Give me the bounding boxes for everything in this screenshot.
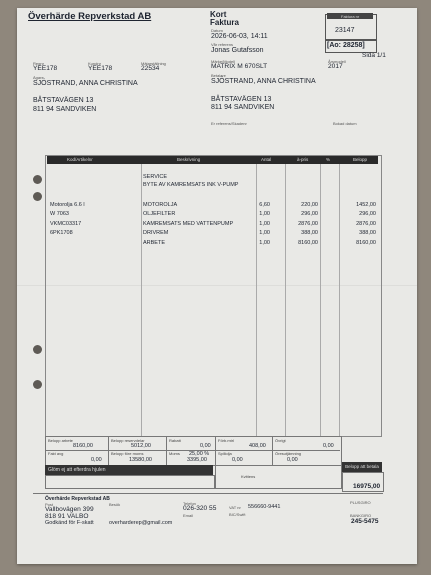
- owner-street: BÅTSTAVÄGEN 13: [33, 97, 94, 104]
- arbete-value: 8160,00: [73, 443, 93, 449]
- col-divider: [320, 164, 321, 436]
- att-betala-value: 16975,00: [353, 483, 381, 490]
- work-subtitle: BYTE AV KAMREMSATS INK V-PUMP: [143, 182, 239, 188]
- plusgiro-label: PLUSGIRO: [350, 500, 371, 505]
- cell-price: 2876,00: [298, 220, 318, 227]
- besok-label: Besök: [109, 502, 121, 507]
- punch-hole: [33, 192, 42, 201]
- year-label: Årsmodell: [328, 59, 346, 64]
- invoice-number-label: Faktura nr: [341, 14, 360, 19]
- col-divider: [339, 164, 340, 436]
- cell-code: VKMC03317: [50, 220, 82, 227]
- cell-qty: 1,00: [259, 220, 270, 227]
- spill-value: 0,00: [232, 457, 243, 463]
- page-number: Sida 1/1: [362, 52, 386, 59]
- reserv-value: 5012,00: [131, 443, 151, 449]
- model-label: Märke/Modell: [211, 59, 236, 64]
- cell-code: Motorolja 6.6 l: [50, 202, 85, 208]
- cell-qty: 1,00: [259, 239, 270, 246]
- payer-city: 811 94 SANDVIKEN: [211, 104, 275, 111]
- cell-desc: MOTOROLJA: [143, 202, 178, 208]
- cell-code: 6PK1708: [50, 230, 73, 237]
- moms-label: Moms: [169, 451, 180, 456]
- owner-city: 811 94 SANDVIKEN: [33, 106, 97, 113]
- doc-type: Kort Faktura: [210, 10, 239, 27]
- matar-label: Mätarställning: [141, 61, 166, 66]
- kvittens-label: Kvittens: [241, 474, 256, 479]
- cell-desc: DRIVREM: [143, 230, 169, 237]
- footer-rule: [33, 493, 383, 494]
- kundnr: YEE178: [88, 65, 113, 72]
- payer-street: BÅTSTAVÄGEN 13: [211, 96, 272, 103]
- email-label: Email: [183, 513, 194, 518]
- fakt-value: 0,00: [91, 457, 102, 463]
- invoice-date: 2026-06-03, 14:11: [211, 33, 268, 40]
- ovrigt-value: 0,00: [323, 443, 334, 449]
- our-reference: Jonas Gutafsson: [211, 47, 264, 54]
- footer-city: 818 91 VALBO: [45, 513, 89, 520]
- oresavr-value: 0,00: [287, 457, 298, 463]
- fakt-label: Fakt avg: [48, 451, 64, 456]
- footer-vat: 556660-9441: [248, 504, 281, 510]
- cell-desc: KAMREMSATS MED VATTENPUMP: [143, 220, 234, 227]
- col-header-pct: %: [326, 157, 331, 162]
- footer-company: Överhärde Repverkstad AB: [45, 496, 110, 502]
- col-divider: [285, 164, 286, 436]
- notice-box: [45, 475, 215, 489]
- cell-amount: 8160,00: [356, 239, 376, 246]
- notice-banner: Glöm ej att efterdra hjulen: [45, 465, 213, 475]
- rabatt-label: Rabatt: [169, 438, 181, 443]
- cell-code: W 7063: [50, 211, 69, 218]
- col-divider: [141, 164, 142, 436]
- punch-hole: [33, 175, 42, 184]
- post-label: Post: [45, 502, 54, 507]
- invoice-number: 23147: [335, 27, 355, 34]
- footer-bankgiro: 245-5475: [351, 518, 379, 525]
- col-header-qty: Antal: [261, 157, 272, 162]
- moms-value: 3395,00: [187, 457, 207, 463]
- kundnr-label: Kundnr: [88, 61, 101, 66]
- col-header-desc: Beskrivning: [177, 157, 201, 162]
- ao-number: [Ao: 28258]: [327, 42, 365, 49]
- reserv-label: Belopp reservdelar: [111, 438, 145, 443]
- arbete-label: Belopp arbete: [48, 438, 73, 443]
- item-table-header: [47, 156, 378, 164]
- date-label: Datum: [211, 28, 223, 33]
- forbruk-label: Förb.mtrl: [218, 438, 234, 443]
- cell-price: 220,00: [301, 202, 318, 208]
- cell-qty: 1,00: [259, 230, 270, 237]
- fskatt: Godkänd för F-skatt: [45, 520, 94, 526]
- oresavr-label: Öresutjämning: [275, 451, 302, 456]
- fore-moms-value: 13580,00: [129, 457, 152, 463]
- kvittens-box: [215, 465, 342, 489]
- cell-desc: OLJEFILTER: [143, 211, 176, 218]
- cell-qty: 6,60: [259, 202, 270, 208]
- vat-label: VAT nr: [229, 505, 241, 510]
- regnr-label: Regnr: [33, 61, 44, 66]
- bokad-label: Bokad datum: [333, 121, 357, 126]
- ref-label: Vår referens: [211, 42, 234, 47]
- cell-price: 296,00: [301, 211, 318, 218]
- rabatt-value: 0,00: [200, 443, 211, 449]
- model: MATRIX M 670SLT: [211, 63, 268, 70]
- bankgiro-label: BANKGIRO: [350, 513, 372, 518]
- company-name: Överhärde Repverkstad AB: [28, 11, 152, 22]
- matar: 22534: [141, 65, 160, 72]
- year: 2017: [328, 63, 343, 70]
- moms-pct: 25,00 %: [189, 451, 210, 457]
- col-header-amount: Belopp: [353, 157, 368, 162]
- cell-amount: 388,00: [359, 230, 376, 237]
- ovrigt-label: Övrigt: [275, 438, 286, 443]
- punch-hole: [33, 380, 42, 389]
- owner-name: SJÖSTRAND, ANNA CHRISTINA: [33, 80, 138, 87]
- er-ref-label: Er referens/Skadenr: [211, 121, 247, 126]
- footer-tel: 026-320 55: [183, 505, 217, 512]
- footer-email: overharderep@gmail.com: [109, 520, 173, 526]
- cell-amount: 2876,00: [356, 220, 376, 227]
- regnr: YEE178: [33, 65, 58, 72]
- cell-price: 8160,00: [298, 239, 318, 246]
- bic-label: BIC/Swift: [229, 512, 246, 517]
- fore-moms-label: Belopp före moms: [111, 451, 144, 456]
- col-header-code: Kod/Artikelnr: [67, 157, 93, 162]
- item-table-frame: [45, 155, 382, 437]
- cell-amount: 1452,00: [356, 202, 376, 208]
- forbruk-value: 408,00: [249, 443, 266, 449]
- col-divider: [256, 164, 257, 436]
- footer-street: Vallbovägen 399: [45, 506, 94, 513]
- cell-qty: 1,00: [259, 211, 270, 218]
- payer-name: SJÖSTRAND, ANNA CHRISTINA: [211, 78, 316, 85]
- cell-price: 388,00: [301, 230, 318, 237]
- cell-amount: 296,00: [359, 211, 376, 218]
- spill-label: Spillolja: [218, 451, 232, 456]
- punch-hole: [33, 345, 42, 354]
- work-title: SERVICE: [143, 174, 168, 180]
- owner-label: Ägare: [33, 75, 44, 80]
- col-header-price: à-pris: [297, 157, 309, 162]
- att-betala-label: Belopp att betala: [342, 462, 382, 472]
- tel-label: Telefon: [183, 501, 196, 506]
- payer-label: Betalare: [211, 73, 226, 78]
- cell-desc: ARBETE: [143, 239, 166, 246]
